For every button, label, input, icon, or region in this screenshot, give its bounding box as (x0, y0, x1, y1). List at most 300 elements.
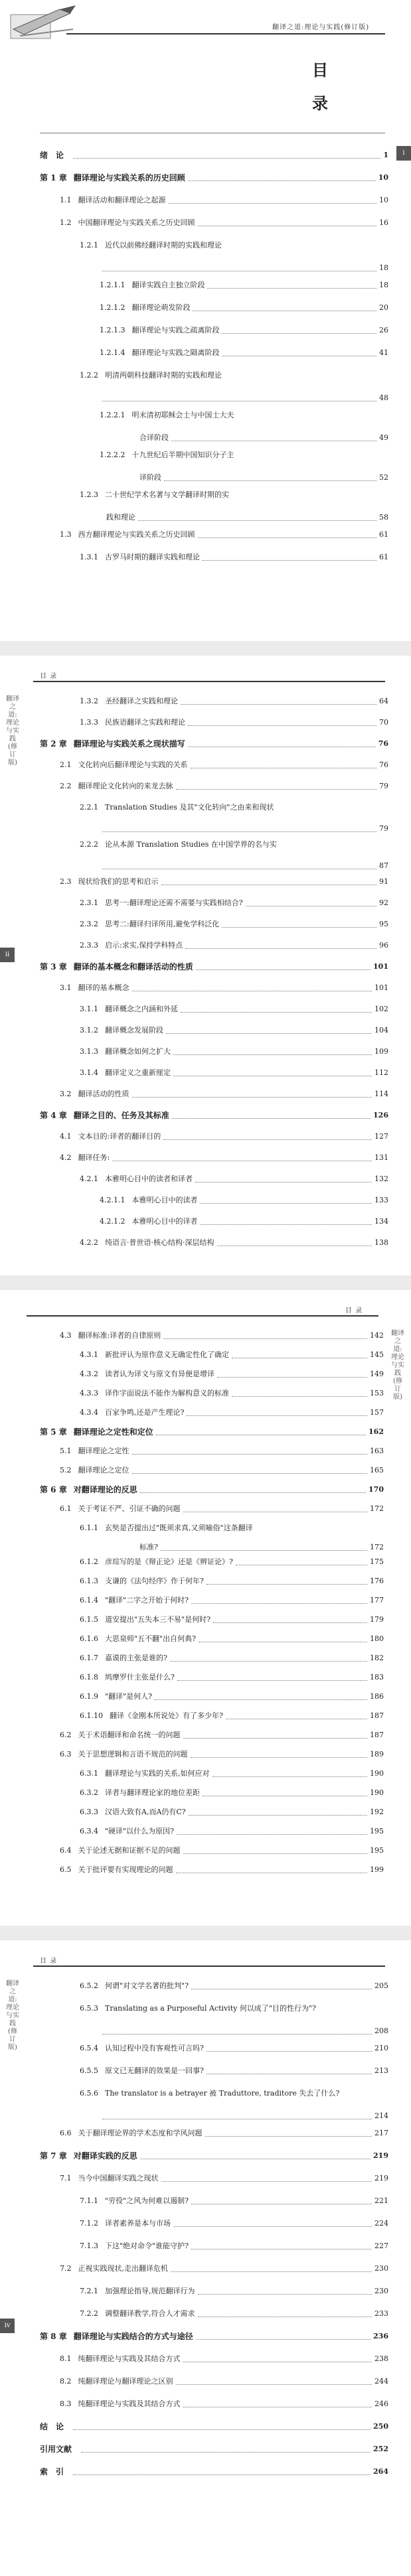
toc-entry-title: 纯翻译理论与实践及其结合方式 (78, 2399, 181, 2408)
toc-page-number: 252 (373, 2445, 388, 2453)
toc-entry[interactable] (80, 2240, 388, 2252)
toc-page-number: 187 (370, 1731, 384, 1739)
toc-entry-title: 翻译《金刚本所说处》有了多少年? (110, 1711, 223, 1720)
dot-leader (232, 1396, 367, 1397)
toc-entry-title: 译阶段 (139, 473, 161, 482)
dot-leader (191, 1757, 368, 1758)
toc-entry-title: Translating as a Purposeful Activity 何以成了"目的性行为"? (105, 2004, 316, 2013)
toc-entry-title: 翻译理论之定性 (78, 1447, 129, 1455)
toc-entry[interactable] (80, 2195, 388, 2207)
toc-chapter-entry[interactable] (40, 2466, 388, 2478)
toc-entry[interactable] (100, 2025, 388, 2037)
toc-page-number: 264 (373, 2467, 388, 2476)
toc-entry[interactable] (80, 839, 388, 851)
toc-entry-title: 翻译理论文化转向的来龙去脉 (78, 782, 173, 790)
toc-entry-title: 翻译理论与实践的关系,如何应对 (105, 1769, 210, 1778)
toc-entry[interactable] (60, 217, 388, 229)
toc-entry[interactable] (80, 1556, 384, 1568)
dot-leader (198, 2294, 372, 2295)
toc-entry[interactable] (100, 279, 388, 291)
toc-page-number: 250 (373, 2422, 388, 2431)
toc-page-number: 180 (370, 1634, 384, 1643)
dot-leader (200, 1203, 372, 1204)
toc-entry-title: 民族语翻译之实践和理论 (105, 718, 185, 727)
toc-entry[interactable] (60, 876, 388, 888)
toc-entry-number: 6.4 (60, 1846, 72, 1855)
toc-entry[interactable] (60, 1088, 388, 1100)
toc-entry[interactable] (80, 240, 388, 251)
dot-leader (170, 1661, 367, 1662)
dot-leader (183, 1853, 368, 1854)
toc-chapter-entry[interactable] (40, 961, 388, 973)
toc-entry[interactable] (80, 1633, 384, 1645)
toc-entry-title: 百家争鸣,还是产生理论? (105, 1408, 185, 1417)
toc-entry[interactable] (100, 409, 388, 421)
toc-entry-number: 1.2.1 (80, 241, 98, 250)
toc-entry[interactable] (80, 1046, 388, 1058)
side-tab: i (396, 146, 411, 161)
toc-page-number: 126 (373, 1111, 388, 1119)
dot-leader (176, 789, 377, 790)
side-text: 翻译之道: 理论与实践(修订版) (6, 1980, 19, 2051)
toc-entry-title: 践和理论 (106, 513, 135, 522)
toc-entry[interactable] (80, 1768, 384, 1780)
toc-entry-number: 1.2.2 (80, 371, 98, 380)
toc-chapter-entry[interactable] (40, 2421, 388, 2433)
toc-entry-title: 翻译理论与实践关系之现状描写 (73, 739, 185, 749)
dot-leader (188, 180, 376, 181)
toc-entry-number: 1.2.2.2 (100, 451, 125, 459)
toc-entry-title: 翻译理论之定位 (78, 1466, 129, 1474)
toc-entry-number: 4.2 (60, 1153, 72, 1162)
header-rule (33, 1966, 385, 1967)
toc-page-number: 224 (374, 2219, 388, 2228)
toc-entry-title: 西方翻译理论与实践关系之历史回顾 (78, 530, 195, 539)
toc-entry[interactable] (60, 2398, 388, 2410)
dot-leader (196, 969, 370, 970)
running-head: 目 录 (40, 1958, 58, 1965)
toc-entry[interactable] (80, 1691, 384, 1703)
toc-entry-title: 纯翻译理论与翻译理论之区别 (78, 2377, 173, 2386)
toc-entry[interactable] (60, 1131, 388, 1143)
toc-entry[interactable] (80, 1349, 384, 1361)
toc-entry[interactable] (139, 1541, 384, 1553)
toc-entry[interactable] (80, 2218, 388, 2230)
toc-entry-number: 6.1.1 (80, 1524, 98, 1532)
running-head: 目 录 (40, 673, 58, 680)
dot-leader (191, 2249, 372, 2250)
toc-entry-title: 对翻译理论的反思 (73, 1485, 137, 1494)
toc-entry-number: 4.2.1.2 (100, 1217, 125, 1226)
dot-leader (138, 520, 376, 521)
toc-chapter-entry[interactable] (40, 2330, 388, 2342)
toc-page-number: 95 (379, 920, 388, 928)
dot-leader (171, 2271, 372, 2272)
toc-chapter-entry[interactable] (40, 149, 388, 161)
toc-entry-number: 6.3.2 (80, 1788, 98, 1797)
dot-leader (164, 480, 376, 481)
toc-entry-title: 下这"绝对命令"谁能守护? (105, 2242, 189, 2250)
toc-entry[interactable] (80, 1522, 384, 1534)
toc-entry[interactable] (80, 2308, 388, 2320)
toc-entry[interactable] (100, 347, 388, 359)
toc-entry-number: 4.2.1 (80, 1175, 98, 1183)
toc-entry-title: 文本目的:译者的翻译目的 (78, 1132, 161, 1141)
side-text: 翻译之道: 理论与实践(修订版) (6, 695, 19, 766)
toc-entry-title: 调整翻译教学,符合人才需求 (105, 2309, 195, 2318)
toc-entry-title: 翻译的基本概念和翻译活动的性质 (73, 962, 193, 971)
toc-entry-number: 6.5.3 (80, 2004, 98, 2013)
toc-entry-number: 6.1.8 (80, 1673, 98, 1682)
toc-entry[interactable] (60, 1729, 384, 1741)
toc-entry-title: 纯语言·普世语·核心结构·深层结构 (105, 1238, 214, 1247)
toc-entry-title: 纯翻译理论与实践及其结合方式 (78, 2354, 181, 2363)
page-1 (0, 0, 411, 641)
dot-leader (102, 831, 376, 832)
toc-entry-number: 第 6 章 (40, 1485, 67, 1494)
toc-entry-title: 关于论述无据和证据不足的问题 (78, 1846, 181, 1855)
toc-page-number: 142 (370, 1331, 384, 1340)
toc-page-number: 18 (379, 281, 388, 289)
toc-entry-number: 7.1 (60, 2174, 72, 2182)
toc-page-number: 230 (374, 2287, 388, 2295)
dot-leader (206, 2051, 372, 2052)
toc-entry-title: "翻译"是何人? (105, 1692, 153, 1701)
toc-chapter-entry[interactable] (40, 2150, 388, 2162)
toc-entry[interactable] (100, 324, 388, 336)
toc-entry[interactable] (80, 802, 388, 814)
toc-entry-number: 6.5.4 (80, 2044, 98, 2052)
toc-entry-title: 彦琮写的是《辩正论》还是《辨证论》? (105, 1557, 233, 1566)
toc-entry[interactable] (60, 2173, 388, 2184)
toc-page-number: 214 (374, 2111, 388, 2120)
toc-entry[interactable] (80, 717, 388, 729)
toc-page-number: 187 (370, 1711, 384, 1720)
toc-entry-number: 2.2 (60, 782, 72, 790)
toc-entry[interactable] (80, 918, 388, 930)
toc-entry-title: 汉语大致有A,而A仍有C? (105, 1808, 186, 1816)
toc-entry-number: 6.1.9 (80, 1692, 98, 1701)
toc-entry[interactable] (60, 1749, 384, 1760)
toc-chapter-entry[interactable] (40, 2443, 388, 2455)
toc-entry-number: 4.3.1 (80, 1350, 98, 1359)
toc-entry-number: 3.1.1 (80, 1005, 98, 1013)
toc-page-number: 76 (378, 739, 388, 748)
toc-entry-title: 关于考证不严、引证不确的问题 (78, 1504, 181, 1513)
toc-page-number: 10 (378, 173, 388, 182)
toc-entry-number: 1.3.2 (80, 697, 98, 705)
toc-entry-number: 4.3 (60, 1331, 72, 1340)
toc-entry[interactable] (80, 1067, 388, 1079)
dot-leader (212, 1776, 368, 1777)
toc-entry[interactable] (80, 1173, 388, 1185)
side-tab: iv (0, 2319, 15, 2333)
dot-leader (172, 1118, 370, 1119)
toc-entry-number: 3.2 (60, 1090, 72, 1098)
toc-entry[interactable] (60, 1864, 384, 1876)
toc-entry[interactable] (80, 1787, 384, 1799)
toc-page-number: 165 (370, 1466, 384, 1474)
toc-entry[interactable] (60, 2127, 388, 2139)
toc-entry-number: 6.5.6 (80, 2089, 98, 2098)
toc-chapter-entry[interactable] (40, 1109, 388, 1121)
toc-entry[interactable] (139, 472, 388, 484)
toc-entry-title: 关于思想逻辑和言语不规范的问题 (78, 1750, 188, 1758)
toc-page-number: 192 (370, 1808, 384, 1816)
toc-entry-title: 翻译之目的、任务及其标准 (73, 1111, 169, 1120)
toc-entry-number: 1.3.3 (80, 718, 98, 727)
toc-entry[interactable] (80, 1672, 384, 1683)
toc-entry-number: 绪 论 (40, 151, 64, 160)
toc-page-number: 217 (374, 2129, 388, 2137)
dot-leader (102, 2034, 372, 2035)
toc-chapter-entry[interactable] (40, 172, 388, 184)
toc-entry-number: 3.1.3 (80, 1047, 98, 1056)
toc-entry[interactable] (100, 449, 388, 461)
toc-entry-title: 道安提出"五失本三不易"是何时? (105, 1615, 211, 1624)
toc-entry-title: 翻译理论与实践之疏离阶段 (131, 326, 220, 334)
toc-entry-number: 第 2 章 (40, 739, 67, 749)
toc-page-number: 52 (379, 473, 388, 482)
toc-entry-title: Translation Studies 及其"文化转向"之由来和现状 (105, 803, 274, 812)
toc-entry-number: 6.6 (60, 2129, 72, 2137)
toc-page-number: 1 (383, 151, 388, 159)
toc-page-number: 96 (379, 941, 388, 950)
toc-entry-title: 近代以前佛经翻译时期的实践和理论 (105, 241, 222, 250)
toc-entry-number: 4.2.1.1 (100, 1196, 125, 1204)
toc-entry[interactable] (60, 1845, 384, 1857)
toc-page-number: 219 (373, 2151, 388, 2160)
toc-entry-title: 翻译理论之定性和定位 (73, 1427, 153, 1437)
toc-entry-number: 6.5.5 (80, 2066, 98, 2075)
toc-entry-number: 6.2 (60, 1731, 72, 1739)
toc-entry[interactable] (80, 2003, 388, 2015)
toc-entry[interactable] (80, 2042, 388, 2054)
toc-entry[interactable] (80, 1388, 384, 1399)
toc-entry[interactable] (60, 1503, 384, 1515)
dot-leader (188, 725, 376, 726)
dot-leader (73, 158, 380, 159)
toc-page-number: 213 (374, 2066, 388, 2075)
toc-entry-title: 明清两朝科技翻译时期的实践和理论 (105, 371, 222, 380)
toc-entry-number: 6.1.4 (80, 1596, 98, 1605)
side-tab: ii (0, 948, 15, 962)
toc-page-number: 61 (379, 530, 388, 539)
toc-entry-title: 翻译概念发展阶段 (105, 1026, 163, 1035)
toc-page-number: 102 (374, 1005, 388, 1013)
toc-entry[interactable] (80, 1237, 388, 1249)
dot-leader (81, 2452, 370, 2453)
dot-leader (176, 2384, 372, 2385)
toc-entry[interactable] (80, 897, 388, 909)
toc-entry-number: 4.3.4 (80, 1408, 98, 1417)
toc-page-number: 138 (374, 1238, 388, 1247)
toc-page-number: 172 (370, 1543, 384, 1551)
toc-entry[interactable] (80, 1652, 384, 1664)
toc-entry-title: 文化转向后翻译理论与实践的关系 (78, 760, 188, 769)
toc-entry[interactable] (80, 370, 388, 382)
toc-entry-title: 关于术语翻译和命名统一的问题 (78, 1731, 181, 1739)
toc-entry[interactable] (80, 2088, 388, 2100)
toc-entry[interactable] (60, 780, 388, 792)
toc-entry-title: 翻译理论与实践之隔离阶段 (131, 348, 220, 357)
toc-entry-number: 5.1 (60, 1447, 72, 1455)
dot-leader (200, 1224, 372, 1225)
toc-entry[interactable] (80, 489, 388, 501)
toc-entry-number: 6.1 (60, 1504, 72, 1513)
side-text: 翻译之道: 理论与实践(修订版) (391, 1330, 404, 1401)
toc-entry-number: 4.3.2 (80, 1370, 98, 1378)
toc-entry-number: 第 5 章 (40, 1427, 67, 1437)
toc-entry-title: 中国翻译理论与实践关系之历史回顾 (78, 218, 195, 227)
toc-page-number: 133 (374, 1196, 388, 1204)
toc-entry-number: 结 论 (40, 2422, 64, 2431)
toc-page-number: 172 (370, 1504, 384, 1513)
toc-entry[interactable] (80, 1025, 388, 1037)
toc-entry[interactable] (80, 1003, 388, 1015)
toc-entry[interactable] (80, 1595, 384, 1607)
toc-entry-number: 6.1.3 (80, 1577, 98, 1585)
dot-leader (166, 1033, 372, 1034)
toc-page-number: 182 (370, 1654, 384, 1662)
toc-chapter-entry[interactable] (40, 738, 388, 750)
toc-entry-number: 1.3.1 (80, 553, 98, 561)
toc-entry[interactable] (80, 1614, 384, 1626)
toc-entry[interactable] (80, 940, 388, 952)
toc-entry-title: 翻译活动的性质 (78, 1090, 129, 1098)
toc-entry-number: 4.1 (60, 1132, 72, 1141)
toc-entry-title: 本雅明心目中的译者 (131, 1217, 198, 1226)
toc-entry[interactable] (60, 1330, 384, 1342)
toc-entry-number: 1.2.1.3 (100, 326, 125, 334)
toc-entry[interactable] (60, 1445, 384, 1457)
toc-entry[interactable] (60, 982, 388, 994)
toc-entry-title: "翻译"二字之开始于何时? (105, 1596, 189, 1605)
toc-page-number: 64 (379, 697, 388, 705)
toc-entry[interactable] (80, 2285, 388, 2297)
toc-entry[interactable] (60, 2263, 388, 2275)
toc-entry-title: 关于翻译理论界的学术态度和学风问题 (78, 2129, 203, 2137)
toc-entry-number: 2.3.1 (80, 898, 98, 907)
page-gap (0, 1275, 411, 1290)
toc-page-number: 162 (369, 1427, 384, 1436)
toc-page-number: 26 (379, 326, 388, 334)
dot-leader (132, 1473, 368, 1474)
toc-entry-title: "劳役"之风为何难以遏制? (105, 2196, 189, 2205)
toc-entry-number: 3.1.4 (80, 1068, 98, 1077)
toc-entry-title: 思考一:翻译理论还需不需要与实践相结合? (105, 898, 243, 907)
toc-entry-number: 6.5 (60, 1865, 72, 1874)
toc-entry[interactable] (80, 695, 388, 707)
toc-entry[interactable] (100, 262, 388, 274)
toc-entry-title: 新批评认为原作意义无确定性化了确定 (105, 1350, 229, 1359)
dot-leader (185, 948, 376, 949)
toc-entry-number: 8.2 (60, 2377, 72, 2386)
toc-entry[interactable] (80, 1806, 384, 1818)
toc-entry-number: 第 1 章 (40, 173, 67, 182)
toc-entry[interactable] (100, 2110, 388, 2122)
toc-chapter-entry[interactable] (40, 1484, 384, 1496)
toc-entry[interactable] (100, 1216, 388, 1228)
toc-page-number: 157 (370, 1408, 384, 1417)
toc-entry[interactable] (100, 1194, 388, 1206)
toc-entry-number: 7.2.2 (80, 2309, 98, 2318)
toc-entry[interactable] (139, 432, 388, 444)
toc-entry[interactable] (106, 512, 388, 524)
toc-entry[interactable] (80, 1980, 388, 1992)
toc-entry-number: 3.1.2 (80, 1026, 98, 1035)
toc-entry[interactable] (80, 2065, 388, 2077)
toc-entry[interactable] (80, 1368, 384, 1380)
toc-entry[interactable] (60, 529, 388, 541)
toc-entry[interactable] (100, 860, 388, 872)
toc-entry-title: 支谦的《法句经序》作于何年? (105, 1577, 204, 1585)
toc-entry[interactable] (80, 1825, 384, 1837)
toc-entry-number: 6.1.5 (80, 1615, 98, 1624)
dot-leader (189, 1815, 367, 1816)
toc-page-number: 210 (374, 2044, 388, 2052)
dot-leader (196, 2339, 370, 2340)
toc-page-number: 101 (374, 983, 388, 992)
toc-page-number: 112 (374, 1068, 388, 1077)
toc-entry[interactable] (100, 302, 388, 314)
toc-entry-number: 第 3 章 (40, 962, 67, 971)
header-rule (33, 681, 385, 682)
toc-entry[interactable] (80, 1710, 384, 1722)
toc-entry-title: 鸠摩罗什主张是什么? (105, 1673, 175, 1682)
toc-entry-title: 译作字面说法不能作为解构意义的标准 (105, 1389, 229, 1397)
dot-leader (161, 1550, 367, 1551)
toc-entry[interactable] (60, 759, 388, 771)
toc-entry-title: 翻译概念如何之扩大 (105, 1047, 171, 1056)
toc-entry[interactable] (60, 2353, 388, 2365)
toc-entry-number: 6.3.1 (80, 1769, 98, 1778)
toc-entry-number: 4.3.3 (80, 1389, 98, 1397)
toc-page-number: 16 (379, 218, 388, 227)
toc-entry[interactable] (100, 823, 388, 835)
toc-entry-number: 6.3.4 (80, 1827, 98, 1835)
toc-page-number: 189 (370, 1750, 384, 1758)
toc-entry-title: 译者与翻译理论家的地位差距 (105, 1788, 200, 1797)
toc-chapter-entry[interactable] (40, 1426, 384, 1438)
toc-entry[interactable] (80, 551, 388, 563)
toc-entry-number: 1.2.2.1 (100, 411, 125, 419)
toc-entry-title: 译者素养是本与市场 (105, 2219, 171, 2228)
toc-page-number: 190 (370, 1788, 384, 1797)
toc-entry[interactable] (60, 194, 388, 206)
toc-entry[interactable] (60, 1152, 388, 1164)
toc-entry[interactable] (80, 1575, 384, 1587)
dot-leader (222, 333, 376, 334)
toc-entry-number: 2.3.3 (80, 941, 98, 950)
toc-page-number: 104 (374, 1026, 388, 1035)
toc-entry-number: 1.1 (60, 196, 72, 204)
toc-entry-number: 6.1.7 (80, 1654, 98, 1662)
toc-entry[interactable] (60, 1465, 384, 1476)
toc-entry-number: 6.1.10 (80, 1711, 103, 1720)
dot-leader (163, 1338, 367, 1339)
toc-page-number: 41 (379, 348, 388, 357)
toc-entry-number: 1.2 (60, 218, 72, 227)
toc-page-number: 114 (374, 1090, 388, 1098)
toc-entry-title: 何谓"对文学名著的批判"? (105, 1981, 189, 1990)
toc-entry[interactable] (80, 1407, 384, 1419)
dot-leader (217, 1377, 367, 1378)
toc-entry[interactable] (100, 392, 388, 404)
dot-leader (155, 1699, 367, 1700)
toc-entry-title: 翻译定义之重新厘定 (105, 1068, 171, 1077)
toc-entry[interactable] (60, 2376, 388, 2388)
